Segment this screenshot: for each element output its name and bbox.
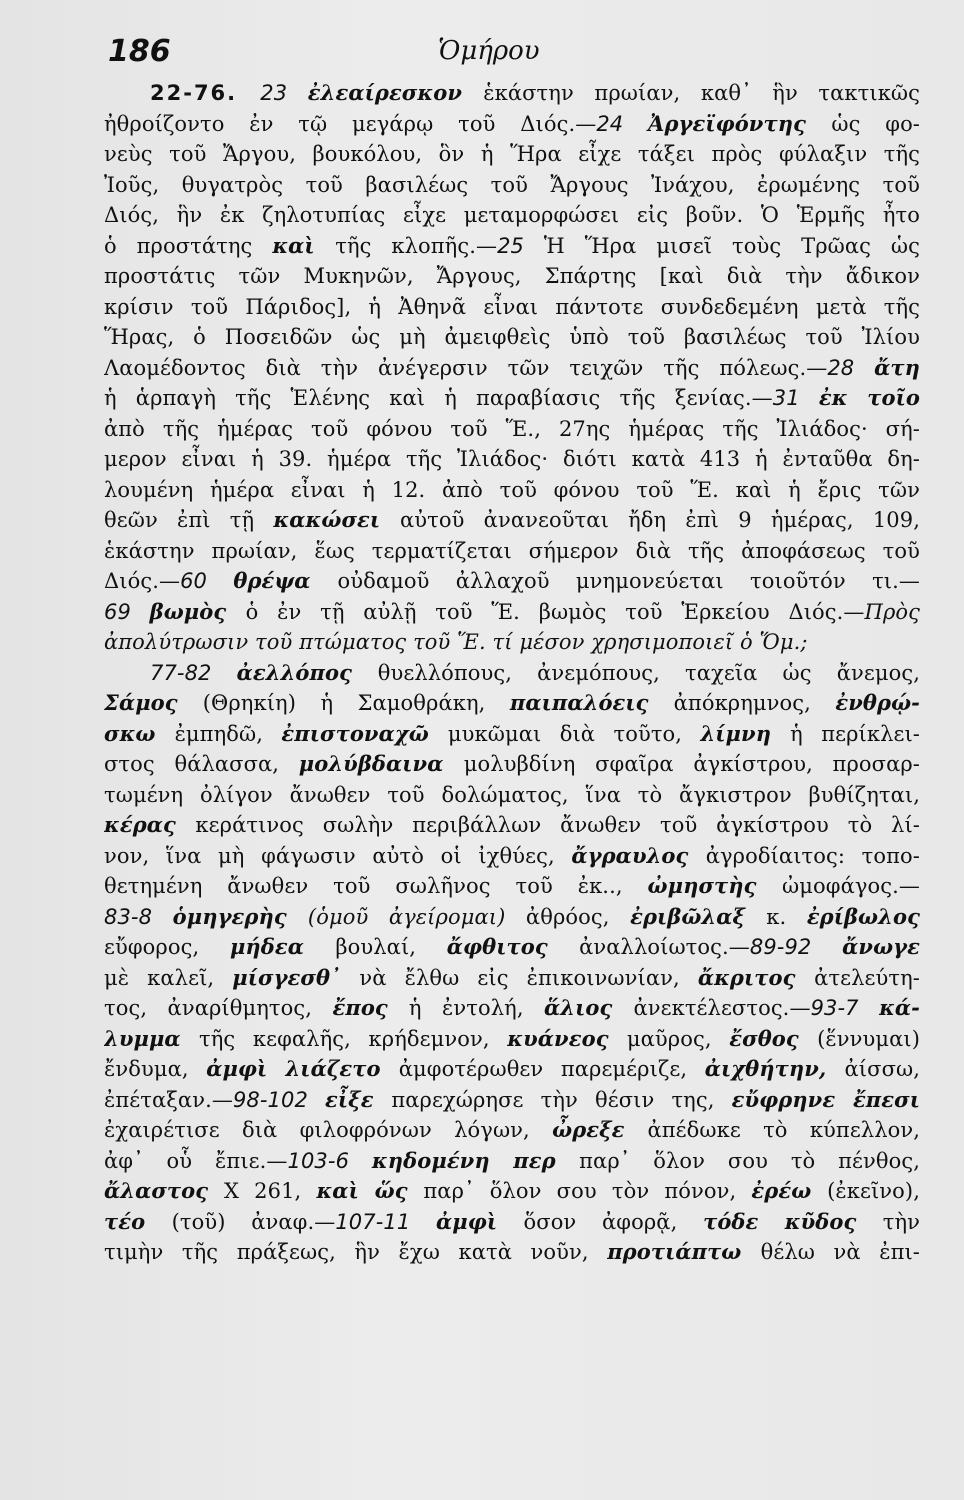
text-line xyxy=(104,871,920,902)
gloss-text: (τοῦ) ἀναφ.— xyxy=(171,1209,336,1234)
gloss-text: ὁ ἐν τῇ αὐλῇ τοῦ Ἕ. βωμὸς τοῦ Ἑρκείου Διός.— xyxy=(245,599,865,624)
text-line xyxy=(104,109,920,140)
gloss-text: ἀπόκρημνος, xyxy=(673,691,836,715)
gloss-text: ἠθροίζοντο ἐν τῷ μεγάρῳ τοῦ Διός.— xyxy=(104,111,597,136)
text-line xyxy=(104,841,920,872)
lemma-term: Σάμος xyxy=(104,690,203,715)
gloss-text: ἡ περίκλει- xyxy=(790,721,920,746)
lemma-term: ἔσθος xyxy=(729,1025,818,1051)
gloss-text: τὴν xyxy=(882,1209,920,1234)
lemma-term: ἐριβῶλαξ xyxy=(630,903,767,929)
text-line xyxy=(104,1176,920,1207)
gloss-text: Λαομέδοντος διὰ τὴν ἀνέγερσιν τῶν τειχῶν τῆς πόλεως.— xyxy=(104,355,828,380)
verse-reference: 98-102 xyxy=(232,1087,326,1112)
gloss-text: ὡς φο- xyxy=(831,111,920,136)
lemma-term: σκω xyxy=(104,720,175,746)
gloss-text: Ἥρας, ὁ Ποσειδῶν ὡς μὴ ἀμειφθεὶς ὑπὸ τοῦ βασιλέως τοῦ Ἰλίου xyxy=(104,325,920,349)
gloss-text: κρίσιν τοῦ Πάριδος], ἡ Ἀθηνᾶ εἶναι πάντοτε συνδεδεμένη μετὰ τῆς xyxy=(104,294,920,319)
text-line xyxy=(104,688,920,719)
text-line xyxy=(104,505,920,536)
lemma-term: λίμνη xyxy=(700,720,791,746)
text-line xyxy=(104,170,920,201)
page-number: 186 xyxy=(108,34,171,69)
lemma-term: ἄνωγε xyxy=(842,934,920,959)
running-head: Ὁμήρου xyxy=(438,36,540,66)
gloss-text: αὐτοῦ ἀνανεοῦται ἤδη ἐπὶ 9 ἡμέρας, 109, xyxy=(400,508,920,532)
gloss-text: ἀφ᾽ οὗ ἔπιε.— xyxy=(104,1148,288,1173)
text-line xyxy=(104,475,920,506)
text-line xyxy=(104,749,920,780)
gloss-text: ἐχαιρέτισε διὰ φιλοφρόνων λόγων, xyxy=(104,1118,553,1142)
gloss-text: ἀναλλοίωτος.— xyxy=(579,935,750,959)
gloss-text: κ. xyxy=(766,904,807,929)
gloss-text: μαῦρος, xyxy=(626,1026,730,1051)
lemma-term: ὦρεξε xyxy=(552,1117,648,1142)
lemma-term: ἄτη xyxy=(874,354,920,380)
lemma-term: ἐνθρῴ- xyxy=(835,690,920,715)
text-line xyxy=(104,1115,920,1146)
gloss-text: (Θρηκίη) ἡ Σαμοθράκη, xyxy=(202,691,510,715)
lemma-term: μίσγεσθ᾽ xyxy=(232,964,360,990)
lemma-term: ὁμηγερὴς xyxy=(172,903,308,929)
gloss-text: ἀπολύτρωσιν τοῦ πτώματος τοῦ Ἕ. τί μέσον χρησιμοποιεῖ ὁ Ὅμ.; xyxy=(104,630,808,654)
gloss-text: ἀτελεύτη- xyxy=(814,965,920,990)
text-line xyxy=(104,627,920,658)
gloss-text: ἡ ἐντολή, xyxy=(408,996,545,1020)
verse-reference: 22-76. xyxy=(150,81,261,105)
lemma-term: καὶ ὥς xyxy=(316,1178,424,1203)
text-line xyxy=(104,1207,920,1238)
gloss-text: ὅσον ἀφορᾷ, xyxy=(523,1209,704,1234)
commentary-text xyxy=(104,78,920,1268)
verse-reference: 69 xyxy=(104,599,150,624)
text-line xyxy=(104,231,920,262)
verse-reference: 103-6 xyxy=(287,1148,372,1173)
gloss-text: τῆς κλοπῆς.— xyxy=(335,233,498,258)
verse-reference: 93-7 xyxy=(810,996,880,1020)
lemma-term: μήδεα xyxy=(229,934,336,959)
lemma-term: ἄκριτος xyxy=(697,964,815,990)
gloss-text: Ἰοῦς, θυγατρὸς τοῦ βασιλέως τοῦ Ἄργους Ἰνάχου, ἐρωμένης τοῦ xyxy=(104,172,920,197)
text-line xyxy=(104,1024,920,1055)
lemma-term: ἐκ τοῖο xyxy=(818,385,920,410)
gloss-text: Χ 261, xyxy=(223,1179,317,1203)
lemma-term: τέο xyxy=(104,1208,172,1234)
text-line xyxy=(104,719,920,750)
gloss-text: τιμὴν τῆς πράξεως, ἣν ἔχω κατὰ νοῦν, xyxy=(104,1240,608,1264)
verse-reference: 60 xyxy=(180,569,234,593)
lemma-term: ἐρίβωλος xyxy=(806,903,920,929)
gloss-text: οὐδαμοῦ ἀλλαχοῦ μνημονεύεται τοιοῦτόν τι.— xyxy=(337,569,920,593)
lemma-term: ἐρέω xyxy=(751,1178,828,1203)
text-line xyxy=(104,536,920,567)
lemma-term: εἶξε xyxy=(325,1086,392,1112)
gloss-text: εὔφορος, xyxy=(104,935,230,959)
text-line xyxy=(104,200,920,231)
gloss-text: παρ᾽ ὅλον σου τὸ πένθος, xyxy=(579,1148,920,1173)
gloss-text: Διός.— xyxy=(104,569,181,593)
lemma-term: ἅλιος xyxy=(544,995,634,1020)
gloss-text: κεράτινος σωλὴν περιβάλλων ἄνωθεν τοῦ ἀγκίστρου τὸ λί- xyxy=(195,813,920,837)
gloss-text: (ἐκεῖνο), xyxy=(827,1179,920,1203)
text-line xyxy=(104,292,920,323)
verse-reference: 77-82 xyxy=(150,660,237,685)
text-line xyxy=(104,1146,920,1177)
gloss-text: θετημένη ἄνωθεν τοῦ σωλῆνος τοῦ ἐκ.., xyxy=(104,874,648,898)
gloss-text: ἀμφοτέρωθεν παρεμέριζε, xyxy=(398,1057,705,1081)
lemma-term: κακώσει xyxy=(273,507,401,532)
page-header xyxy=(108,34,920,74)
lemma-term: Ἀργεϊφόντης xyxy=(648,110,832,136)
lemma-term: βωμὸς xyxy=(149,598,246,624)
gloss-text: ἔνδυμα, xyxy=(104,1057,207,1081)
verse-reference: 23 xyxy=(260,81,308,105)
lemma-term: ἔπος xyxy=(332,995,409,1020)
text-line xyxy=(104,353,920,384)
lemma-term: καὶ xyxy=(272,232,336,258)
verse-reference: 89-92 xyxy=(749,935,843,959)
gloss-text: νὰ ἔλθω εἰς ἐπικοινωνίαν, xyxy=(359,965,698,990)
text-line xyxy=(104,993,920,1024)
text-line xyxy=(104,902,920,933)
lemma-term: ἐλεαίρεσκον xyxy=(307,80,484,105)
gloss-text: νον, ἵνα μὴ φάγωσιν αὐτὸ οἱ ἰχθύες, xyxy=(104,843,572,868)
lemma-term: ἄφθιτος xyxy=(446,934,580,959)
lemma-term: ἄλαστος xyxy=(104,1178,224,1203)
gloss-text: ἀνεκτέλεστος.— xyxy=(633,996,811,1020)
text-line xyxy=(104,597,920,628)
verse-reference: 25 xyxy=(497,233,544,258)
gloss-text: λουμένη ἡμέρα εἶναι ἡ 12. ἀπὸ τοῦ φόνου τοῦ Ἕ. καὶ ἡ ἔρις τῶν xyxy=(104,477,920,502)
lemma-term: ἀιχθήτην, xyxy=(704,1056,845,1081)
gloss-text: μὲ καλεῖ, xyxy=(104,965,233,990)
lemma-term: κά- xyxy=(879,995,920,1020)
text-line xyxy=(104,1085,920,1116)
lemma-term: ἀμφὶ xyxy=(436,1208,524,1234)
text-line xyxy=(104,444,920,475)
verse-reference: 28 xyxy=(827,355,875,380)
lemma-term: ἀελλόπος xyxy=(236,659,378,685)
gloss-text: βουλαί, xyxy=(335,935,447,959)
text-line xyxy=(104,932,920,963)
verse-reference: 107-11 xyxy=(335,1209,437,1234)
lemma-term: τόδε κῦδος xyxy=(703,1208,883,1234)
gloss-text: μερον εἶναι ἡ 39. ἡμέρα τῆς Ἰλιάδος· διότι κατὰ 413 ἡ ἐνταῦθα δη- xyxy=(104,447,920,471)
gloss-text: ὁ προστάτης xyxy=(104,233,273,258)
text-line xyxy=(104,139,920,170)
gloss-text: ἑκάστην πρωίαν, καθ᾽ ἣν τακτικῶς xyxy=(483,81,920,105)
gloss-text: τωμένη ὀλίγον ἄνωθεν τοῦ δολώματος, ἵνα τὸ ἄγκιστρον βυθίζηται, xyxy=(104,782,920,807)
gloss-text: ἐπέταξαν.— xyxy=(104,1087,233,1112)
text-line xyxy=(104,414,920,445)
verse-reference: 83-8 xyxy=(104,904,173,929)
gloss-text: θέλω νὰ ἐπι- xyxy=(760,1240,920,1264)
verse-reference: 24 xyxy=(596,111,649,136)
text-line xyxy=(104,78,920,109)
lemma-term: κέρας xyxy=(104,812,196,837)
gloss-text: (ἕννυμαι) xyxy=(817,1026,920,1051)
gloss-text: ἑκάστην πρωίαν, ἕως τερματίζεται σήμερον διὰ τῆς ἀποφάσεως τοῦ xyxy=(104,538,920,563)
lemma-term: ἐπιστοναχῶ xyxy=(281,720,448,746)
verse-reference: 31 xyxy=(772,386,819,410)
gloss-text: ἀίσσω, xyxy=(844,1057,920,1081)
gloss-text: θεῶν ἐπὶ τῇ xyxy=(104,508,274,532)
text-line xyxy=(104,261,920,292)
text-line xyxy=(104,383,920,414)
text-line xyxy=(104,1237,920,1268)
gloss-text: Διός, ἣν ἐκ ζηλοτυπίας εἶχε μεταμορφώσει εἰς βοῦν. Ὁ Ἑρμῆς ἦτο xyxy=(104,203,920,227)
gloss-text: ἀγροδίαιτος: τοπο- xyxy=(705,843,920,868)
gloss-text: παρ᾽ ὅλον σου τὸν πόνον, xyxy=(423,1179,752,1203)
gloss-text: στος θάλασσα, xyxy=(104,752,299,776)
text-line xyxy=(104,322,920,353)
lemma-term: παιπαλόεις xyxy=(509,690,674,715)
text-line xyxy=(104,810,920,841)
gloss-text: νεὺς τοῦ Ἄργου, βουκόλου, ὃν ἡ Ἥρα εἶχε τάξει πρὸς φύλαξιν τῆς xyxy=(104,142,920,166)
gloss-text: μυκῶμαι διὰ τοῦτο, xyxy=(447,721,701,746)
gloss-text: ἀπὸ τῆς ἡμέρας τοῦ φόνου τοῦ Ἕ., 27ης ἡμέρας τῆς Ἰλιάδος· σή- xyxy=(104,416,920,441)
lemma-term: προτιάπτω xyxy=(607,1239,761,1264)
gloss-text: ὠμοφάγος.— xyxy=(782,874,920,898)
text-line xyxy=(104,658,920,689)
text-line xyxy=(104,566,920,597)
gloss-text: Πρὸς xyxy=(864,599,920,624)
gloss-text: (ὁμοῦ ἀγείρομαι) xyxy=(307,904,526,929)
text-line xyxy=(104,780,920,811)
text-line xyxy=(104,963,920,994)
lemma-term: ὠμηστὴς xyxy=(647,873,783,898)
gloss-text: μολυβδίνη σφαῖρα ἀγκίστρου, προσαρ- xyxy=(463,752,920,776)
lemma-term: λυμμα xyxy=(104,1025,199,1051)
gloss-text: ἡ ἁρπαγὴ τῆς Ἑλένης καὶ ἡ παραβίασις τῆς ξενίας.— xyxy=(104,386,773,410)
lemma-term: μολύβδαινα xyxy=(298,751,464,776)
text-line xyxy=(104,1054,920,1085)
lemma-term: εὔφρηνε ἔπεσι xyxy=(731,1086,920,1112)
gloss-text: τος, ἀναρίθμητος, xyxy=(104,996,333,1020)
lemma-term: ἄγραυλος xyxy=(571,842,706,868)
gloss-text: θυελλόπους, ἀνεμόπους, ταχεῖα ὡς ἄνεμος, xyxy=(377,660,920,685)
gloss-text: τῆς κεφαλῆς, κρήδεμνον, xyxy=(198,1026,508,1051)
lemma-term: κυάνεος xyxy=(507,1025,627,1051)
gloss-text: προστάτις τῶν Μυκηνῶν, Ἄργους, Σπάρτης [καὶ διὰ τὴν ἄδικον xyxy=(104,264,920,288)
gloss-text: ἀθρόος, xyxy=(525,904,631,929)
lemma-term: κηδομένη περ xyxy=(371,1147,580,1173)
lemma-term: ἀμφὶ λιάζετο xyxy=(206,1056,399,1081)
gloss-text: ἐμπηδῶ, xyxy=(174,721,282,746)
gloss-text: παρεχώρησε τὴν θέσιν της, xyxy=(391,1087,732,1112)
gloss-text: ἀπέδωκε τὸ κύπελλον, xyxy=(647,1118,920,1142)
gloss-text: Ἡ Ἥρα μισεῖ τοὺς Τρῶας ὡς xyxy=(543,233,920,258)
lemma-term: θρέψα xyxy=(233,568,338,593)
